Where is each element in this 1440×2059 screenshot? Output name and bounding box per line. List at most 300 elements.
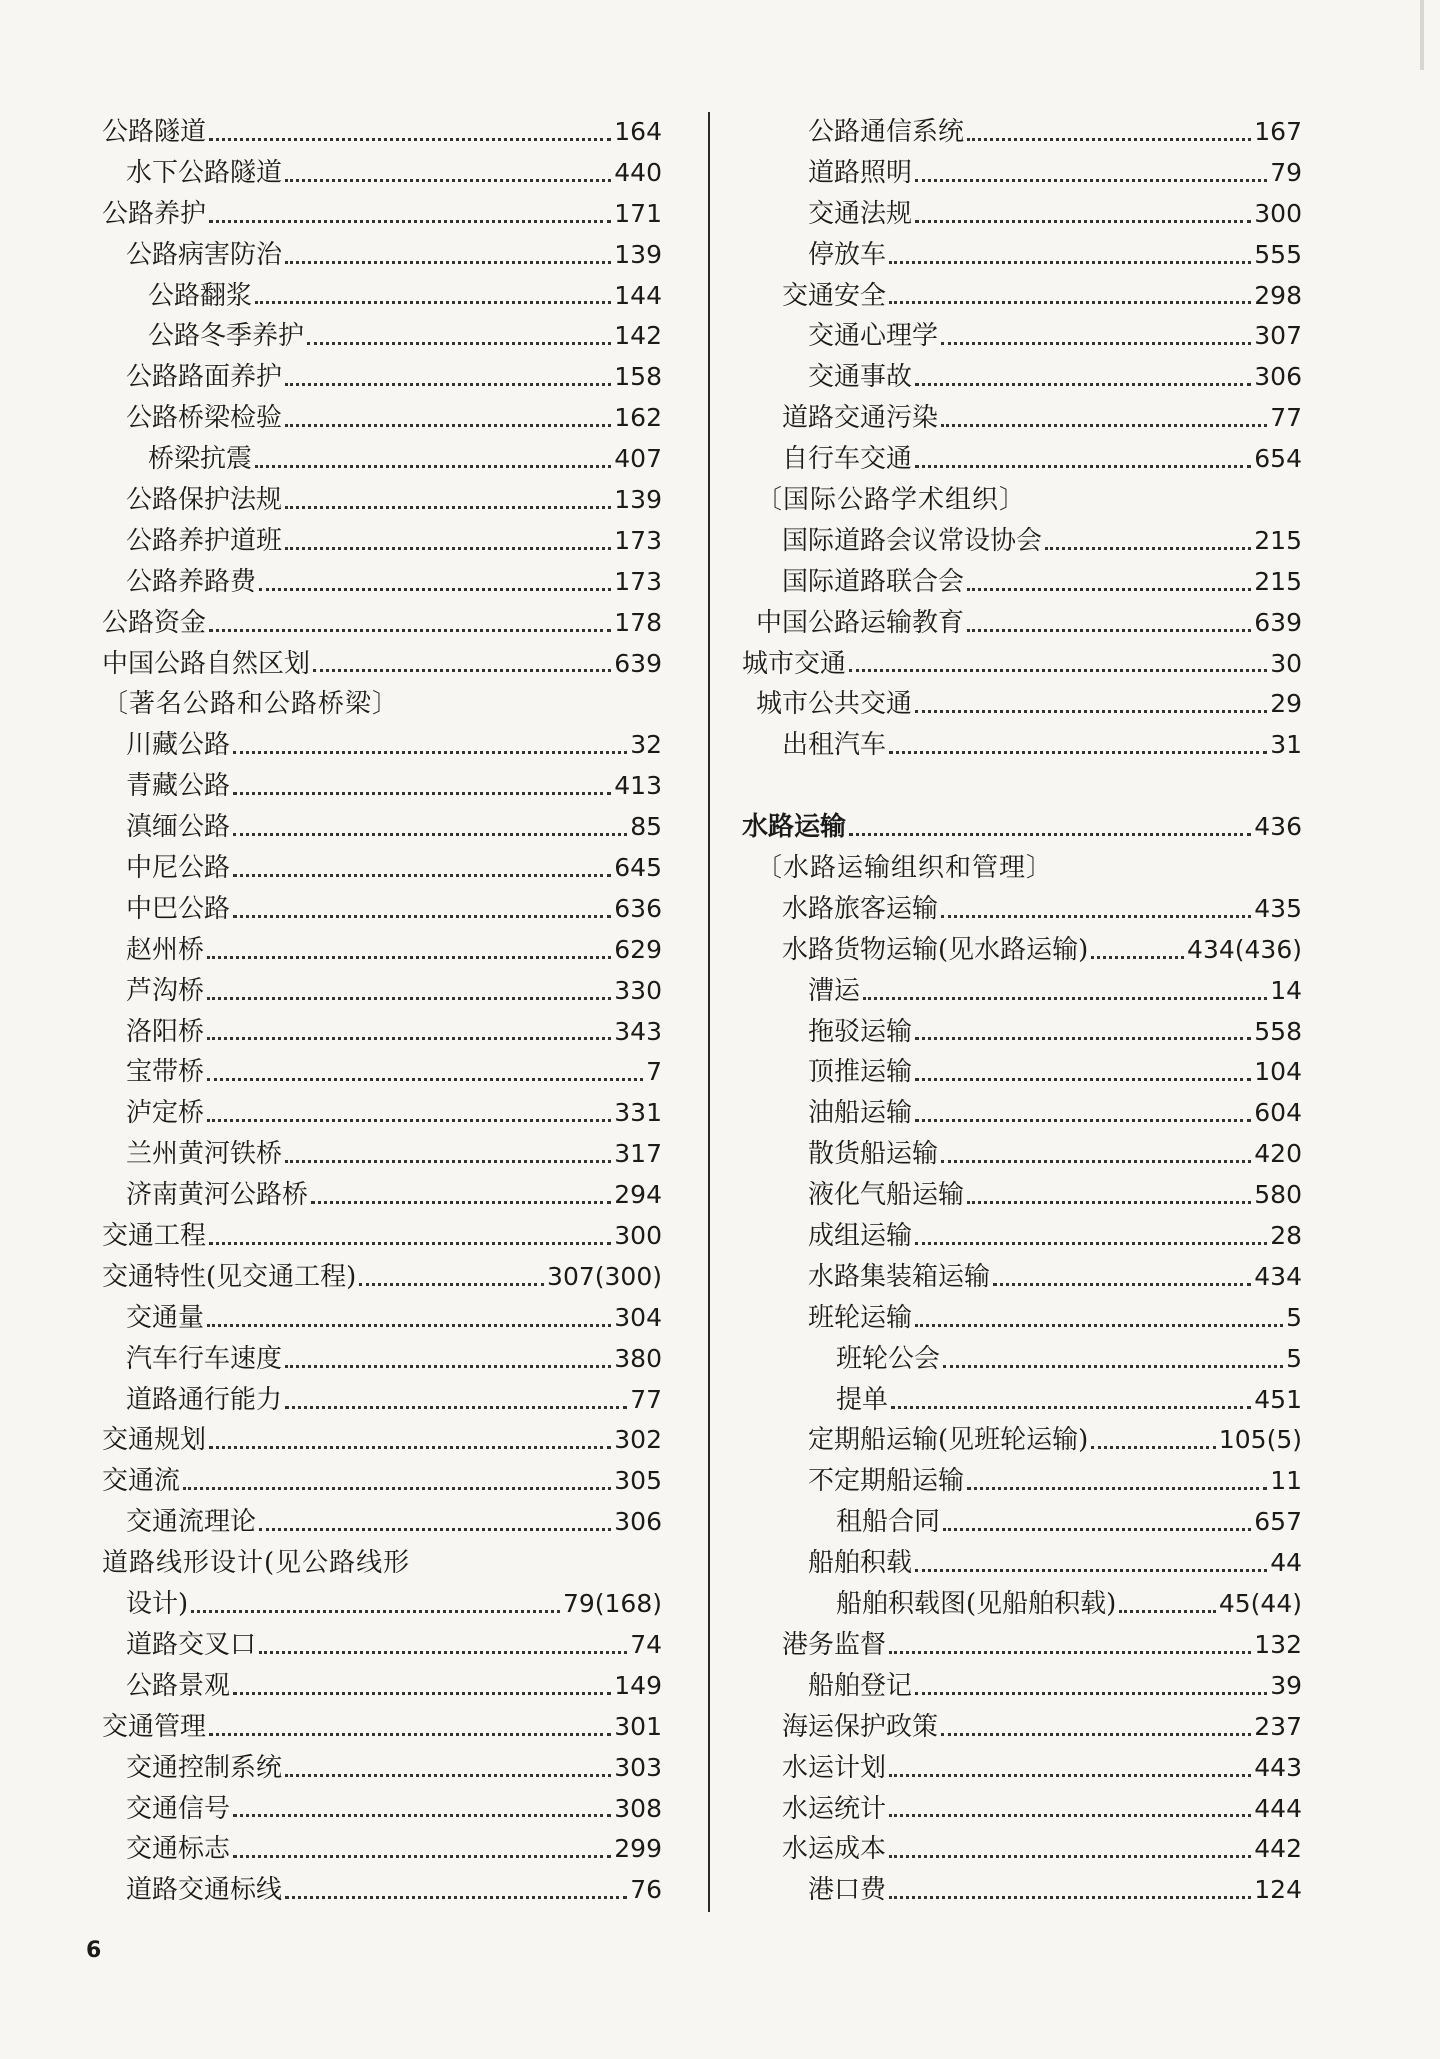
index-entry [102,725,662,766]
entry-term: 租船合同 [836,1507,941,1538]
entry-term: 滇缅公路 [126,812,231,843]
entry-page-number: 654 [1254,444,1302,474]
index-entry [102,1175,662,1216]
dot-leader [285,1160,611,1163]
dot-leader [207,1324,611,1327]
entry-term: 中国公路运输教育 [756,607,965,638]
dot-leader [233,1855,611,1858]
entry-page-number: 436 [1254,812,1302,842]
index-entry [102,1543,662,1584]
index-entry [102,357,662,398]
entry-term: 赵州桥 [126,934,205,965]
entry-term: 道路通行能力 [126,1384,283,1415]
entry-term: 水路货物运输(见水路运输) [782,934,1089,965]
entry-page-number: 294 [614,1180,662,1210]
entry-term: 公路病害防治 [126,239,283,270]
dot-leader [915,220,1251,223]
dot-leader [209,1242,611,1245]
entry-page-number: 645 [614,853,662,883]
entry-term: 交通量 [126,1302,205,1333]
entry-page-number: 413 [614,771,662,801]
entry-page-number: 237 [1254,1711,1302,1741]
entry-term: 道路交叉口 [126,1629,257,1660]
entry-page-number: 435 [1254,893,1302,923]
index-entry [102,684,662,725]
dot-leader [967,1487,1267,1490]
entry-page-number: 420 [1254,1139,1302,1169]
entry-page-number: 443 [1254,1752,1302,1782]
entry-term: 道路线形设计(见公路线形 [102,1548,411,1579]
dot-leader [941,1160,1251,1163]
dot-leader [311,1201,611,1204]
entry-page-number: 307(300) [547,1261,662,1291]
entry-term: 拖驳运输 [808,1016,913,1047]
entry-page-number: 331 [614,1098,662,1128]
entry-term: 交通事故 [808,362,913,393]
dot-leader [1091,956,1184,959]
index-entry [742,1339,1302,1380]
entry-page-number: 300 [614,1221,662,1251]
dot-leader [313,669,611,672]
entry-term: 公路养护 [102,198,207,229]
entry-term: 水运统计 [782,1793,887,1824]
entry-term: 泸定桥 [126,1098,205,1129]
entry-term: 公路养护道班 [126,525,283,556]
index-entry [742,480,1302,521]
entry-page-number: 442 [1254,1834,1302,1864]
dot-leader [285,1365,611,1368]
index-entry [742,1421,1302,1462]
dot-leader [889,1855,1251,1858]
entry-term: 公路隧道 [102,116,207,147]
index-entry [742,316,1302,357]
entry-page-number: 299 [614,1834,662,1864]
index-entry [742,521,1302,562]
entry-page-number: 85 [630,812,662,842]
dot-leader [915,179,1267,182]
entry-page-number: 7 [646,1057,662,1087]
index-entry [102,807,662,848]
entry-page-number: 142 [614,321,662,351]
entry-page-number: 5 [1286,1302,1302,1332]
entry-page-number: 167 [1254,116,1302,146]
entry-term: 港口费 [808,1875,887,1906]
dot-leader [255,465,611,468]
entry-term: 停放车 [808,239,887,270]
index-entry [102,1216,662,1257]
dot-leader [915,465,1251,468]
entry-term: 不定期船运输 [808,1466,965,1497]
entry-page-number: 139 [614,485,662,514]
entry-page-number: 5 [1286,1343,1302,1373]
index-entry [742,1012,1302,1053]
dot-leader [889,1774,1251,1777]
index-entry [742,1052,1302,1093]
index-entry [102,930,662,971]
entry-page-number: 298 [1254,280,1302,310]
index-entry [102,1093,662,1134]
entry-page-number: 32 [630,730,662,760]
index-entry [742,1707,1302,1748]
dot-leader [915,1569,1267,1572]
dot-leader [889,1651,1251,1654]
index-entry [742,357,1302,398]
entry-page-number: 604 [1254,1098,1302,1128]
dot-leader [915,383,1251,386]
dot-leader [941,1733,1251,1736]
entry-term: 船舶积载 [808,1548,913,1579]
dot-leader [941,342,1251,345]
entry-term: 港务监督 [782,1629,887,1660]
index-entry [102,194,662,235]
entry-page-number: 215 [1254,566,1302,596]
dot-leader [285,424,611,427]
entry-page-number: 305 [614,1466,662,1496]
dot-leader [915,1692,1267,1695]
entry-page-number: 124 [1254,1875,1302,1905]
entry-page-number: 105(5) [1218,1425,1302,1455]
entry-page-number: 77 [1270,403,1302,433]
dot-leader [359,1283,544,1286]
entry-term: 船舶积载图(见船舶积载) [836,1589,1117,1620]
entry-term: 公路路面养护 [126,362,283,393]
entry-term: 水运成本 [782,1834,887,1865]
entry-page-number: 158 [614,362,662,392]
index-entry [102,480,662,521]
entry-page-number: 308 [614,1793,662,1823]
entry-page-number: 555 [1254,239,1302,269]
entry-page-number: 76 [630,1875,662,1905]
entry-term: 公路通信系统 [808,116,965,147]
entry-page-number: 300 [1254,198,1302,228]
index-entry [742,1175,1302,1216]
entry-page-number: 29 [1270,689,1302,719]
entry-page-number: 558 [1254,1016,1302,1046]
entry-page-number: 317 [614,1139,662,1169]
index-entry [742,603,1302,644]
dot-leader [915,1324,1283,1327]
entry-term: 〔水路运输组织和管理〕 [756,853,1054,884]
index-entry [102,1666,662,1707]
entry-page-number: 79 [1270,157,1302,187]
dot-leader [259,1528,611,1531]
index-entry [742,766,1302,807]
entry-page-number: 74 [630,1629,662,1659]
entry-term: 公路景观 [126,1670,231,1701]
entry-term: 兰州黄河铁桥 [126,1139,283,1170]
entry-term: 设计) [126,1589,189,1620]
entry-page-number: 28 [1270,1221,1302,1251]
entry-term: 国际道路联合会 [782,566,965,597]
dot-leader [993,1283,1251,1286]
entry-page-number: 139 [614,239,662,269]
entry-page-number: 173 [614,525,662,555]
entry-page-number: 31 [1270,730,1302,760]
entry-term: 青藏公路 [126,771,231,802]
dot-leader [233,751,627,754]
index-entry [102,1339,662,1380]
index-entry [102,1789,662,1830]
entry-page-number: 380 [614,1343,662,1373]
entry-page-number: 149 [614,1670,662,1700]
entry-page-number: 144 [614,280,662,310]
dot-leader [233,1692,611,1695]
index-entry [742,1093,1302,1134]
entry-term: 水路旅客运输 [782,893,939,924]
dot-leader [233,792,611,795]
index-entry [102,1461,662,1502]
entry-page-number: 302 [614,1425,662,1455]
entry-term: 交通管理 [102,1711,207,1742]
entry-page-number: 306 [1254,362,1302,392]
dot-leader [941,915,1251,918]
entry-term: 交通流理论 [126,1507,257,1538]
entry-page-number: 307 [1254,321,1302,351]
entry-term: 交通控制系统 [126,1752,283,1783]
index-entry [102,1380,662,1421]
index-entry [102,848,662,889]
entry-term: 洛阳桥 [126,1016,205,1047]
index-entry [102,1257,662,1298]
index-entry [102,1584,662,1625]
index-entry [102,1052,662,1093]
dot-leader [941,424,1267,427]
index-entry [742,112,1302,153]
index-entry [102,112,662,153]
dot-leader [889,1896,1251,1899]
dot-leader [209,629,611,632]
index-entry [102,1502,662,1543]
index-entry [742,439,1302,480]
entry-term: 公路资金 [102,607,207,638]
entry-term: 桥梁抗震 [148,444,253,475]
index-entry [742,1666,1302,1707]
entry-page-number: 440 [614,157,662,187]
entry-term: 国际道路会议常设协会 [782,525,1043,556]
index-entry [742,1625,1302,1666]
dot-leader [849,833,1251,836]
entry-term: 道路交通标线 [126,1875,283,1906]
entry-term: 出租汽车 [782,730,887,761]
index-entry [742,1870,1302,1911]
dot-leader [209,1446,611,1449]
index-entry [102,971,662,1012]
entry-page-number: 39 [1270,1670,1302,1700]
entry-page-number: 173 [614,566,662,596]
entry-page-number: 306 [614,1507,662,1537]
dot-leader [191,1610,560,1613]
entry-term: 水下公路隧道 [126,157,283,188]
index-column-right [742,112,1302,1911]
entry-term: 济南黄河公路桥 [126,1180,309,1211]
entry-term: 交通工程 [102,1221,207,1252]
index-entry [102,562,662,603]
dot-leader [285,506,611,509]
entry-term: 交通安全 [782,280,887,311]
entry-term: 芦沟桥 [126,975,205,1006]
index-entry [102,766,662,807]
index-entry [102,521,662,562]
dot-leader [915,1119,1251,1122]
entry-page-number: 164 [614,116,662,146]
dot-leader [285,383,611,386]
entry-term: 交通流 [102,1466,181,1497]
entry-term: 宝带桥 [126,1057,205,1088]
index-entry [742,1502,1302,1543]
dot-leader [889,1814,1251,1817]
entry-page-number: 304 [614,1302,662,1332]
dot-leader [233,915,611,918]
dot-leader [207,1119,611,1122]
index-entry [102,398,662,439]
dot-leader [207,1037,611,1040]
index-entry [102,316,662,357]
index-entry [102,276,662,317]
entry-page-number: 434(436) [1187,934,1302,964]
entry-term: 液化气船运输 [808,1180,965,1211]
index-entry [742,930,1302,971]
entry-page-number: 162 [614,403,662,433]
dot-leader [207,997,611,1000]
dot-leader [209,220,611,223]
entry-page-number: 171 [614,198,662,228]
index-entry [742,1257,1302,1298]
entry-page-number: 444 [1254,1793,1302,1823]
index-entry [102,1748,662,1789]
entry-page-number: 657 [1254,1507,1302,1537]
dot-leader [915,1242,1267,1245]
entry-page-number: 636 [614,893,662,923]
dot-leader [209,1733,611,1736]
index-entry [742,1584,1302,1625]
index-entry [742,644,1302,685]
entry-page-number: 132 [1254,1629,1302,1659]
entry-term: 道路交通污染 [782,403,939,434]
dot-leader [209,138,611,141]
entry-page-number: 330 [614,975,662,1005]
entry-term: 交通规划 [102,1425,207,1456]
index-entry [742,1216,1302,1257]
index-entry [742,807,1302,848]
index-entry [742,1298,1302,1339]
dot-leader [259,1651,627,1654]
entry-term: 中尼公路 [126,853,231,884]
dot-leader [233,833,627,836]
dot-leader [307,342,611,345]
entry-term: 漕运 [808,975,861,1006]
entry-page-number: 407 [614,444,662,474]
entry-term: 川藏公路 [126,730,231,761]
entry-term: 成组运输 [808,1221,913,1252]
column-divider [708,112,710,1912]
entry-term: 水路集装箱运输 [808,1261,991,1292]
entry-page-number: 45(44) [1218,1589,1302,1619]
index-entry [742,1380,1302,1421]
dot-leader [889,261,1251,264]
entry-term: 自行车交通 [782,444,913,475]
index-entry [102,1298,662,1339]
dot-leader [1119,1610,1216,1613]
entry-term: 汽车行车速度 [126,1343,283,1374]
index-entry [102,1707,662,1748]
entry-page-number: 629 [614,934,662,964]
scan-edge-mark [1420,0,1424,70]
dot-leader [1091,1446,1216,1449]
index-entry [742,684,1302,725]
index-entry [742,1461,1302,1502]
index-entry [102,153,662,194]
entry-term: 交通信号 [126,1793,231,1824]
dot-leader [891,1406,1251,1409]
entry-term: 中巴公路 [126,893,231,924]
dot-leader [285,1896,627,1899]
dot-leader [849,669,1267,672]
entry-term: 交通特性(见交通工程) [102,1261,357,1292]
entry-page-number: 639 [614,648,662,678]
entry-term: 公路翻浆 [148,280,253,311]
entry-term: 公路养路费 [126,566,257,597]
dot-leader [285,1406,627,1409]
dot-leader [967,588,1251,591]
dot-leader [1045,547,1251,550]
entry-term: 交通心理学 [808,321,939,352]
index-entry [742,1829,1302,1870]
dot-leader [967,138,1251,141]
entry-term: 油船运输 [808,1098,913,1129]
entry-page-number: 215 [1254,525,1302,555]
dot-leader [863,997,1267,1000]
index-entry [742,562,1302,603]
dot-leader [183,1487,611,1490]
index-entry [742,1748,1302,1789]
index-entry [742,1789,1302,1830]
index-entry [102,889,662,930]
dot-leader [285,547,611,550]
entry-page-number: 639 [1254,607,1302,637]
dot-leader [285,261,611,264]
entry-page-number: 30 [1270,648,1302,678]
entry-term: 公路保护法规 [126,485,283,515]
entry-term: 公路桥梁检验 [126,403,283,434]
entry-term: 交通标志 [126,1834,231,1865]
index-entry [102,1829,662,1870]
index-entry [102,1625,662,1666]
entry-term: 城市公共交通 [756,689,913,720]
entry-term: 水路运输 [742,812,847,843]
index-entry [102,1134,662,1175]
entry-page-number: 178 [614,607,662,637]
dot-leader [259,588,611,591]
index-entry [742,276,1302,317]
entry-term: 海运保护政策 [782,1711,939,1742]
index-entry [742,1543,1302,1584]
index-entry [742,971,1302,1012]
entry-page-number: 11 [1270,1466,1302,1496]
entry-term: 顶推运输 [808,1057,913,1088]
dot-leader [233,1814,611,1817]
dot-leader [967,629,1251,632]
entry-term: 定期船运输(见班轮运输) [808,1425,1089,1456]
entry-page-number: 303 [614,1752,662,1782]
entry-term: 城市交通 [742,648,847,679]
index-entry [742,848,1302,889]
index-entry [102,644,662,685]
entry-page-number: 580 [1254,1180,1302,1210]
dot-leader [967,1201,1251,1204]
index-entry [102,603,662,644]
entry-term: 散货船运输 [808,1139,939,1170]
dot-leader [207,956,611,959]
